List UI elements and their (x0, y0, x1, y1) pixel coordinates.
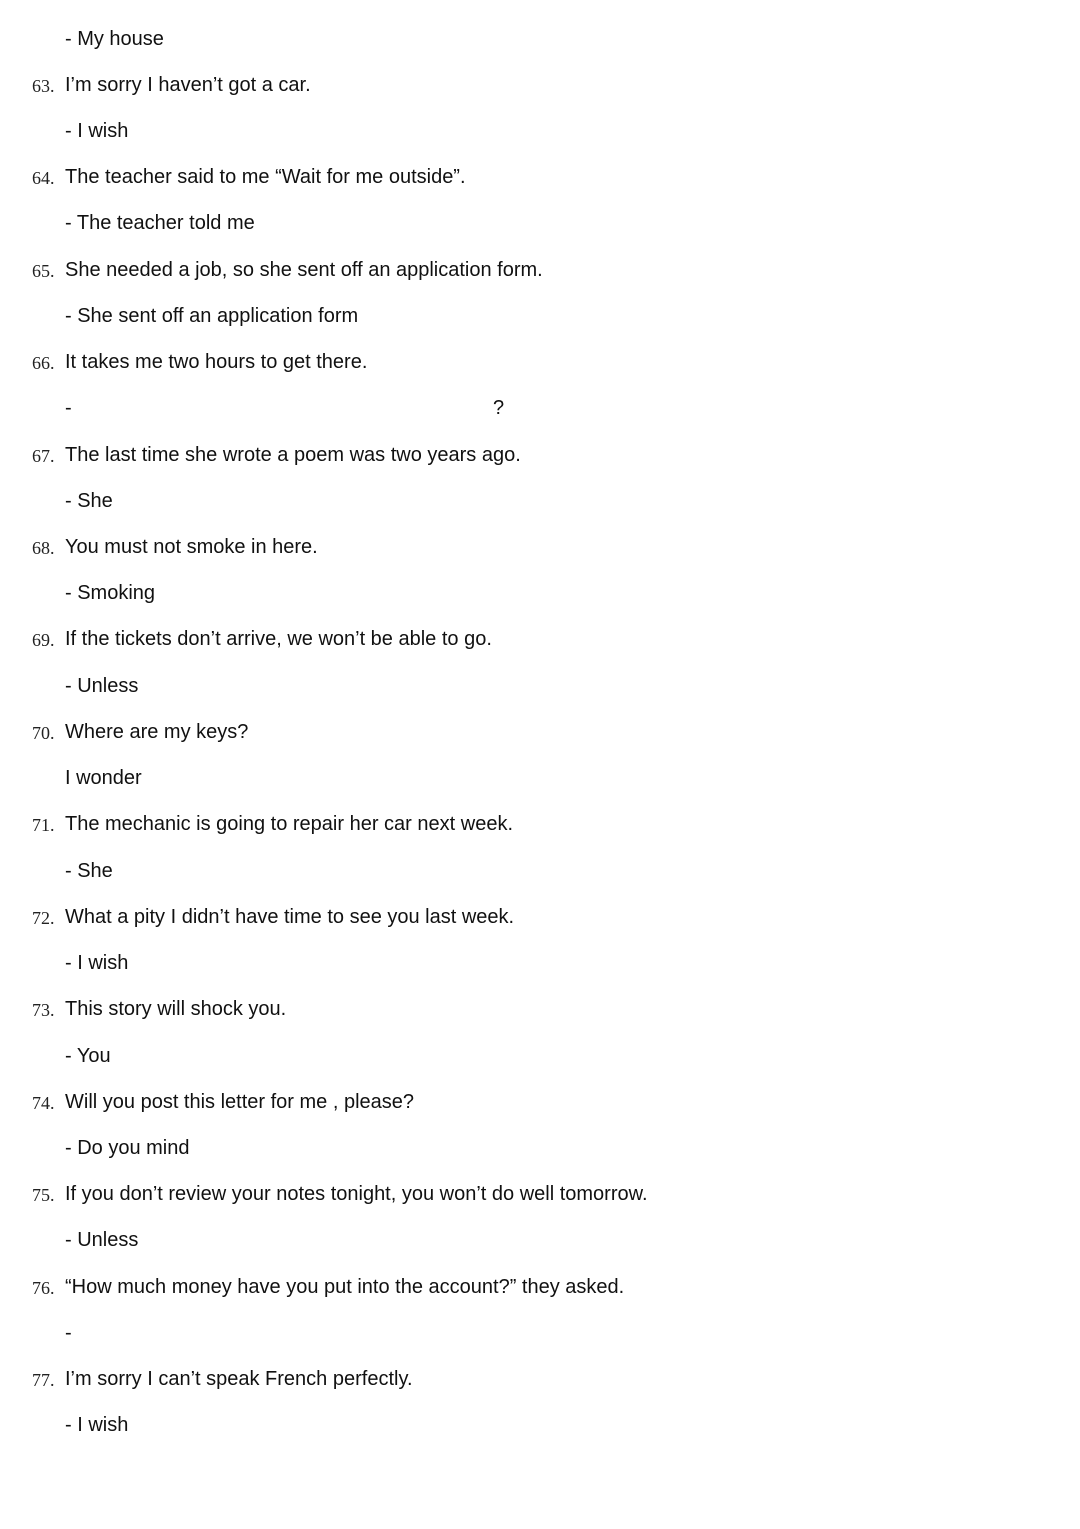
question-text: What a pity I didn’t have time to see you last week. (65, 906, 515, 928)
question-number: 72. (32, 908, 55, 928)
answer-text: - You (65, 1045, 111, 1067)
answer-prompt-68 (0, 578, 1080, 608)
question-number: 76. (32, 1278, 55, 1298)
question-70 (0, 717, 1080, 747)
answer-prompt-76 (0, 1318, 1080, 1348)
answer-prompt-72 (0, 948, 1080, 978)
question-number: 75. (32, 1185, 55, 1205)
question-number: 73. (32, 1000, 55, 1020)
answer-text: - Do you mind (65, 1137, 190, 1159)
question-69 (0, 624, 1080, 654)
answer-prompt-73 (0, 1041, 1080, 1071)
answer-text: - My house (65, 28, 164, 50)
question-text: Will you post this letter for me , please? (65, 1091, 415, 1113)
question-63 (0, 70, 1080, 100)
answer-text: - I wish (65, 1414, 129, 1436)
answer-prompt-65 (0, 301, 1080, 331)
question-text: This story will shock you. (65, 998, 287, 1020)
question-68 (0, 532, 1080, 562)
question-number: 68. (32, 538, 55, 558)
question-number: 77. (32, 1370, 55, 1390)
question-72 (0, 902, 1080, 932)
question-number: 69. (32, 630, 55, 650)
question-73 (0, 994, 1080, 1024)
question-text: It takes me two hours to get there. (65, 351, 368, 373)
answer-text: - (65, 1322, 72, 1344)
question-text: “How much money have you put into the account?” they asked. (65, 1276, 625, 1298)
answer-prompt-67 (0, 486, 1080, 516)
question-text: You must not smoke in here. (65, 536, 318, 558)
question-text: The teacher said to me “Wait for me outside”. (65, 166, 466, 188)
answer-text: - I wish (65, 952, 129, 974)
answer-text: - Smoking (65, 582, 156, 604)
answer-prompt-63 (0, 116, 1080, 146)
question-number: 66. (32, 353, 55, 373)
answer-prompt-77 (0, 1410, 1080, 1440)
question-77 (0, 1364, 1080, 1394)
question-number: 65. (32, 261, 55, 281)
answer-prompt-74 (0, 1133, 1080, 1163)
question-number: 63. (32, 76, 55, 96)
answer-trailing-question-mark: ? (493, 397, 505, 419)
question-text: I’m sorry I can’t speak French perfectly. (65, 1368, 413, 1390)
question-66 (0, 347, 1080, 377)
question-text: If you don’t review your notes tonight, you won’t do well tomorrow. (65, 1183, 648, 1205)
answer-prompt-64 (0, 208, 1080, 238)
question-text: If the tickets don’t arrive, we won’t be able to go. (65, 628, 492, 650)
question-text: She needed a job, so she sent off an application form. (65, 259, 543, 281)
answer-text: I wonder (65, 767, 142, 789)
answer-text: - (65, 397, 72, 419)
answer-text: - Unless (65, 1229, 139, 1251)
question-64 (0, 162, 1080, 192)
answer-text: - She (65, 490, 113, 512)
question-76 (0, 1272, 1080, 1302)
question-text: I’m sorry I haven’t got a car. (65, 74, 311, 96)
question-number: 64. (32, 168, 55, 188)
question-number: 74. (32, 1093, 55, 1113)
question-65 (0, 255, 1080, 285)
question-number: 70. (32, 723, 55, 743)
question-75 (0, 1179, 1080, 1209)
answer-prompt-71 (0, 856, 1080, 886)
question-number: 71. (32, 815, 55, 835)
answer-prompt-70 (0, 763, 1080, 793)
question-text: Where are my keys? (65, 721, 249, 743)
answer-text: - Unless (65, 675, 139, 697)
answer-prompt-62 (0, 24, 1080, 54)
answer-prompt-75 (0, 1225, 1080, 1255)
answer-text: - She sent off an application form (65, 305, 359, 327)
answer-text: - I wish (65, 120, 129, 142)
answer-prompt-69 (0, 671, 1080, 701)
answer-text: - She (65, 860, 113, 882)
question-number: 67. (32, 446, 55, 466)
question-text: The last time she wrote a poem was two years ago. (65, 444, 521, 466)
question-74 (0, 1087, 1080, 1117)
answer-prompt-66 (0, 393, 1080, 423)
question-67 (0, 440, 1080, 470)
answer-text: - The teacher told me (65, 212, 255, 234)
question-71 (0, 809, 1080, 839)
question-text: The mechanic is going to repair her car next week. (65, 813, 513, 835)
